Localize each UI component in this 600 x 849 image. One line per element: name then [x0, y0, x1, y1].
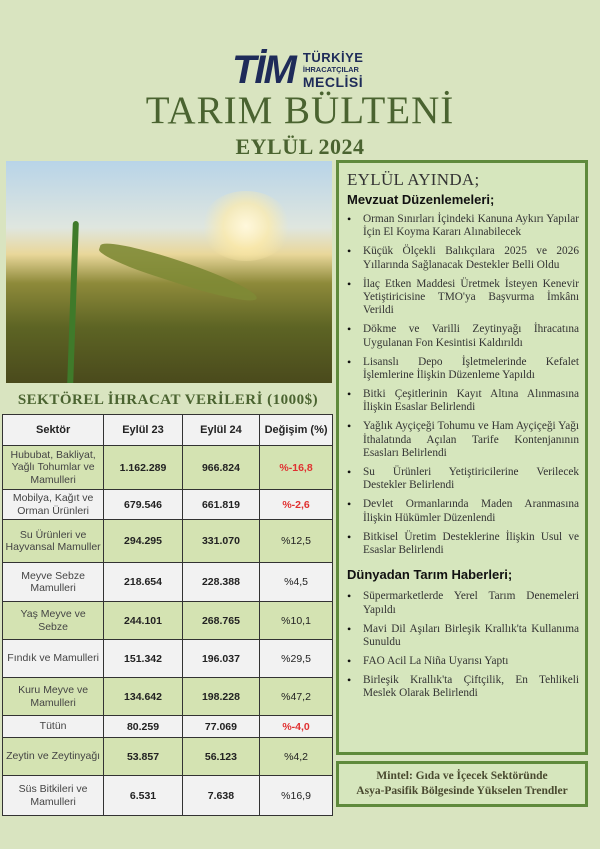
world-news-heading: Dünyadan Tarım Haberleri;: [347, 567, 513, 583]
col-header-sector: Sektör: [3, 415, 104, 446]
regulation-item: • Bitkisel Üretim Desteklerine İlişkin Usul ve Esaslar Belirlendi: [345, 531, 579, 558]
regulation-item: • Bitki Çeşitlerinin Kayıt Altına Alınmasına İlişkin Esaslar Belirlendi: [345, 388, 579, 415]
sun-glow: [201, 191, 291, 261]
logo-line-3: MECLİSİ: [302, 74, 364, 91]
world-news-list: [339, 590, 585, 700]
table-row: [3, 490, 333, 520]
sector-cell: Hububat, Bakliyat, Yağlı Tohumlar ve Mamulleri: [3, 446, 104, 490]
change-cell: %12,5: [260, 520, 333, 563]
sep23-cell: 218.654: [104, 563, 183, 602]
table-row: [3, 716, 333, 738]
mintel-feature-box: [336, 761, 588, 807]
change-cell: %-4,0: [260, 716, 333, 738]
export-table-title: SEKTÖREL İHRACAT VERİLERİ (1000$): [17, 392, 319, 408]
regulation-item: • İlaç Etken Maddesi Üretmek İsteyen Kenevir Yetiştiricisine TMO'ya Başvurma İmkânı Verildi: [345, 278, 579, 318]
sector-cell: Meyve Sebze Mamulleri: [3, 563, 104, 602]
change-cell: %16,9: [260, 776, 333, 816]
world-news-item: • Mavi Dil Aşıları Birleşik Krallık'ta Kullanıma Sunuldu: [345, 623, 579, 650]
col-header-sep23: Eylül 23: [104, 415, 183, 446]
sep24-cell: 331.070: [182, 520, 259, 563]
table-row: [3, 738, 333, 776]
col-header-sep24: Eylül 24: [182, 415, 259, 446]
grass-stalk: [67, 221, 79, 383]
sep23-cell: 244.101: [104, 602, 183, 640]
world-news-item: • Süpermarketlerde Yerel Tarım Denemeleri Yapıldı: [345, 590, 579, 617]
sep24-cell: 228.388: [182, 563, 259, 602]
table-row: [3, 678, 333, 716]
table-row: [3, 520, 333, 563]
sep24-cell: 268.765: [182, 602, 259, 640]
bulletin-title: TARIM BÜLTENİ: [145, 89, 455, 132]
col-header-change: Değişim (%): [260, 415, 333, 446]
rice-field-photo: [6, 161, 332, 383]
sep23-cell: 80.259: [104, 716, 183, 738]
change-cell: %-2,6: [260, 490, 333, 520]
change-cell: %-16,8: [260, 446, 333, 490]
logo-text: [303, 51, 364, 90]
mintel-feature-text: [356, 769, 567, 799]
table-row: [3, 563, 333, 602]
sector-cell: Süs Bitkileri ve Mamulleri: [3, 776, 104, 816]
regulation-item: • Küçük Ölçekli Balıkçılara 2025 ve 2026 Yıllarında Sağlanacak Destekler Belli Oldu: [345, 245, 579, 272]
table-row: [3, 602, 333, 640]
regulation-item: • Devlet Ormanlarında Maden Aranmasına İlişkin Hükümler Düzenlendi: [345, 498, 579, 525]
sep23-cell: 53.857: [104, 738, 183, 776]
world-news-item: • FAO Acil La Niña Uyarısı Yaptı: [345, 655, 579, 668]
logo-mark: TİM: [232, 48, 295, 92]
regulation-item: • Orman Sınırları İçindeki Kanuna Aykırı Yapılar İçin El Koyma Kararı Alınabilecek: [345, 213, 579, 240]
change-cell: %10,1: [260, 602, 333, 640]
sector-cell: Kuru Meyve ve Mamulleri: [3, 678, 104, 716]
sep24-cell: 56.123: [182, 738, 259, 776]
regulations-heading: Mevzuat Düzenlemeleri;: [347, 192, 495, 207]
sep24-cell: 966.824: [182, 446, 259, 490]
sector-cell: Mobilya, Kağıt ve Orman Ürünleri: [3, 490, 104, 520]
sep24-cell: 7.638: [182, 776, 259, 816]
change-cell: %29,5: [260, 640, 333, 678]
table-header-row: [3, 415, 333, 446]
logo-line-1: TÜRKİYE: [302, 49, 364, 65]
regulation-item: • Yağlık Ayçiçeği Tohumu ve Ham Ayçiçeği Yağı İthalatında Açılan Tarife Kontenjanının Esasları Belirlendi: [345, 420, 579, 460]
table-row: [3, 640, 333, 678]
sep23-cell: 679.546: [104, 490, 183, 520]
mintel-line-2: Asya-Pasifik Bölgesinde Yükselen Trendler: [356, 785, 568, 797]
mintel-line-1: Mintel: Gıda ve İçecek Sektöründe: [376, 770, 548, 782]
panel-heading: EYLÜL AYINDA;: [347, 170, 480, 189]
sep24-cell: 196.037: [182, 640, 259, 678]
export-data-table: [2, 414, 333, 816]
sep23-cell: 1.162.289: [104, 446, 183, 490]
monthly-news-panel: [336, 160, 588, 755]
regulation-item: • Lisanslı Depo İşletmelerinde Kefalet İşlemlerine İlişkin Düzenleme Yapıldı: [345, 356, 579, 383]
sector-cell: Tütün: [3, 716, 104, 738]
sector-cell: Yaş Meyve ve Sebze: [3, 602, 104, 640]
change-cell: %4,5: [260, 563, 333, 602]
table-row: [3, 776, 333, 816]
table-row: [3, 446, 333, 490]
sep23-cell: 6.531: [104, 776, 183, 816]
world-news-item: • Birleşik Krallık'ta Çiftçilik, En Tehlikeli Meslek Olarak Belirlendi: [345, 674, 579, 701]
tim-logo: [232, 50, 363, 90]
sep23-cell: 151.342: [104, 640, 183, 678]
logo-line-2: İHRACATÇILAR: [302, 64, 359, 74]
sep24-cell: 77.069: [182, 716, 259, 738]
change-cell: %47,2: [260, 678, 333, 716]
change-cell: %4,2: [260, 738, 333, 776]
regulation-item: • Dökme ve Varilli Zeytinyağı İhracatına Uygulanan Fon Kesintisi Kaldırıldı: [345, 323, 579, 350]
sector-cell: Zeytin ve Zeytinyağı: [3, 738, 104, 776]
bulletin-date: EYLÜL 2024: [235, 134, 365, 159]
sector-cell: Su Ürünleri ve Hayvansal Mamuller: [3, 520, 104, 563]
sep24-cell: 661.819: [182, 490, 259, 520]
sep23-cell: 294.295: [104, 520, 183, 563]
sep24-cell: 198.228: [182, 678, 259, 716]
regulation-item: • Su Ürünleri Yetiştiricilerine Verilecek Destekler Belirlendi: [345, 466, 579, 493]
regulations-list: [339, 213, 585, 557]
sector-cell: Fındık ve Mamulleri: [3, 640, 104, 678]
sep23-cell: 134.642: [104, 678, 183, 716]
